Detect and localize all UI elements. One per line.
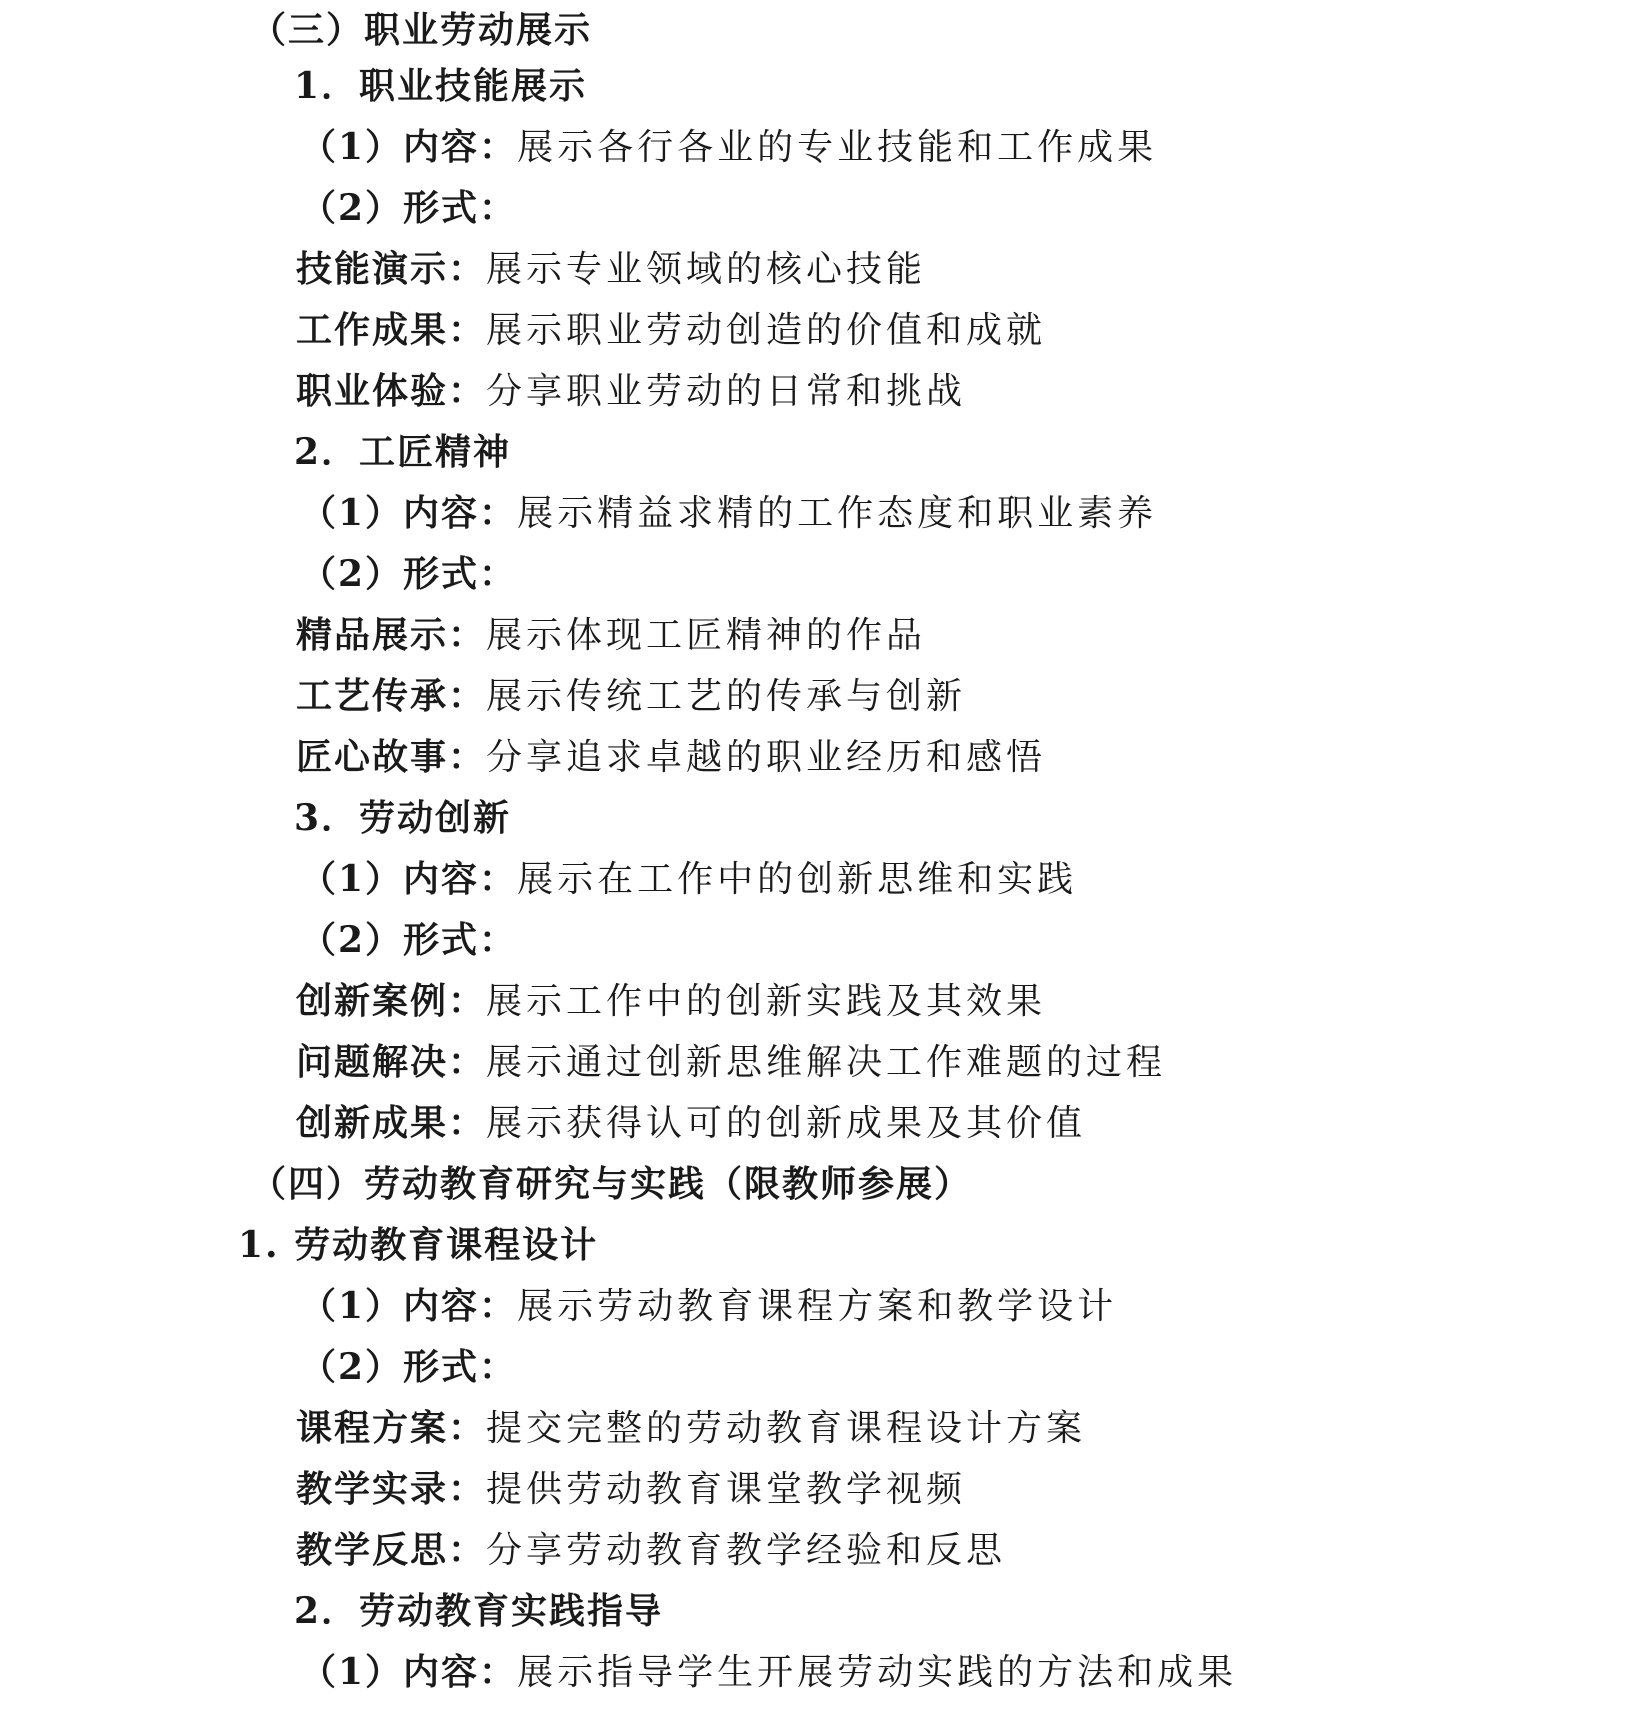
subsection-heading: 3．劳动创新 — [294, 797, 512, 839]
form-label: 匠心故事： — [296, 736, 487, 778]
form-label-line: （2）形式： — [300, 553, 518, 595]
form-label-line: （2）形式： — [300, 919, 518, 961]
content-line — [0, 1276, 1117, 1337]
item-label: （1）内容： — [300, 1285, 518, 1327]
subsection-heading: 2．工匠精神 — [294, 431, 512, 473]
form-line — [0, 1398, 1086, 1459]
section-heading: （四）劳动教育研究与实践（限教师参展） — [250, 1163, 973, 1205]
form-line — [0, 605, 926, 666]
form-label: 教学反思： — [296, 1529, 487, 1571]
item-label: （1）内容： — [300, 858, 518, 900]
form-label: 技能演示： — [296, 248, 487, 290]
item-text: 展示劳动教育课程方案和教学设计 — [517, 1286, 1118, 1327]
content-line — [0, 1642, 1237, 1703]
form-text: 分享职业劳动的日常和挑战 — [486, 371, 967, 412]
form-text: 提供劳动教育课堂教学视频 — [486, 1469, 967, 1510]
form-text: 分享追求卓越的职业经历和感悟 — [486, 737, 1047, 778]
form-text: 展示专业领域的核心技能 — [486, 249, 927, 290]
form-label-line: （2）形式： — [300, 187, 518, 229]
form-line — [0, 1459, 966, 1520]
form-text: 展示通过创新思维解决工作难题的过程 — [486, 1042, 1167, 1083]
form-label: 问题解决： — [296, 1041, 487, 1083]
form-line — [0, 1520, 1006, 1581]
form-label: 精品展示： — [296, 614, 487, 656]
form-text: 展示传统工艺的传承与创新 — [486, 676, 967, 717]
content-line — [0, 117, 1157, 178]
form-line — [0, 361, 966, 422]
form-text: 展示工作中的创新实践及其效果 — [486, 981, 1047, 1022]
item-text: 展示在工作中的创新思维和实践 — [517, 859, 1078, 900]
form-label: 教学实录： — [296, 1468, 487, 1510]
form-text: 分享劳动教育教学经验和反思 — [486, 1530, 1007, 1571]
form-label: 创新案例： — [296, 980, 487, 1022]
item-text: 展示精益求精的工作态度和职业素养 — [517, 493, 1158, 534]
form-label: 工作成果： — [296, 309, 487, 351]
item-text: 展示各行各业的专业技能和工作成果 — [517, 127, 1158, 168]
form-line — [0, 239, 926, 300]
form-text: 展示体现工匠精神的作品 — [486, 615, 927, 656]
content-line — [0, 483, 1157, 544]
item-label: （1）内容： — [300, 492, 518, 534]
form-line — [0, 1093, 1086, 1154]
form-line — [0, 300, 1046, 361]
item-label: （1）内容： — [300, 1651, 518, 1693]
form-text: 提交完整的劳动教育课程设计方案 — [486, 1408, 1087, 1449]
form-label: 职业体验： — [296, 370, 487, 412]
form-label: 创新成果： — [296, 1102, 487, 1144]
subsection-heading: 1. 劳动教育课程设计 — [238, 1224, 599, 1266]
subsection-heading: 1．职业技能展示 — [294, 65, 588, 107]
form-line — [0, 666, 966, 727]
content-line — [0, 849, 1077, 910]
subsection-heading: 2．劳动教育实践指导 — [294, 1590, 664, 1632]
item-text: 展示指导学生开展劳动实践的方法和成果 — [517, 1652, 1238, 1693]
form-label: 工艺传承： — [296, 675, 487, 717]
form-line — [0, 727, 1046, 788]
form-text: 展示获得认可的创新成果及其价值 — [486, 1103, 1087, 1144]
form-line — [0, 1032, 1166, 1093]
form-line — [0, 971, 1046, 1032]
form-label-line: （2）形式： — [300, 1346, 518, 1388]
section-heading: （三）职业劳动展示 — [250, 9, 593, 51]
form-text: 展示职业劳动创造的价值和成就 — [486, 310, 1047, 351]
item-label: （1）内容： — [300, 126, 518, 168]
form-label: 课程方案： — [296, 1407, 487, 1449]
